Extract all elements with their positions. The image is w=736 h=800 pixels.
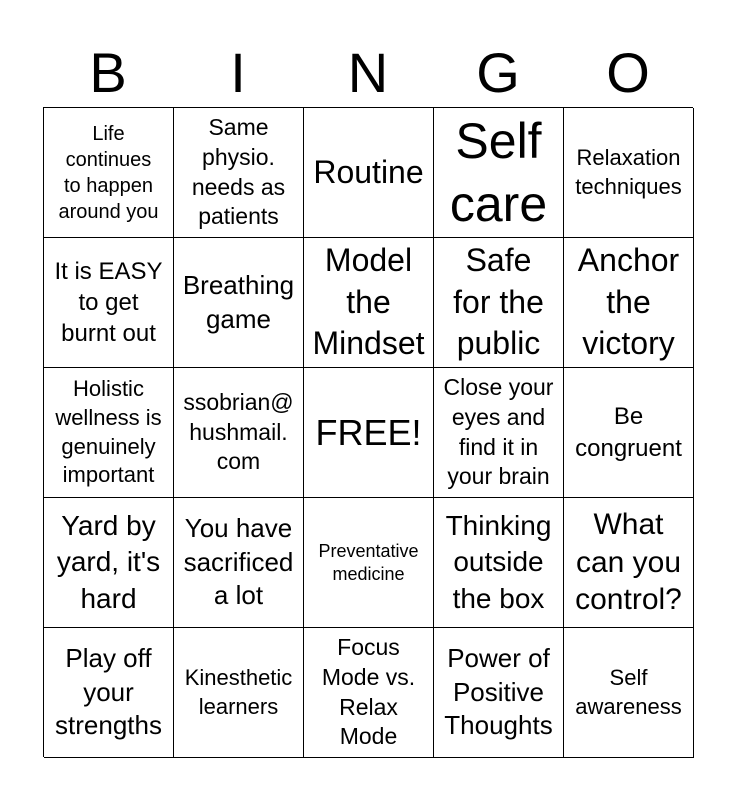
bingo-cell[interactable] [44,498,174,628]
bingo-cell[interactable] [564,628,694,758]
bingo-cell[interactable] [434,628,564,758]
bingo-cell[interactable] [174,628,304,758]
bingo-cell[interactable] [434,108,564,238]
cell-text: Relaxation techniques [575,144,682,199]
cell-text: Focus Mode vs. Relax Mode [321,633,416,750]
cell-text: Yard by yard, it's hard [56,509,161,614]
bingo-board [43,107,693,757]
bingo-cell[interactable] [174,498,304,628]
cell-text: Anchor the victory [577,242,680,362]
cell-text: Preventative medicine [318,541,419,584]
cell-text: Routine [313,153,424,190]
bingo-cell[interactable] [434,498,564,628]
cell-text: What can you control? [575,508,682,617]
bingo-cell[interactable] [174,238,304,368]
bingo-cell[interactable] [434,368,564,498]
cell-text: Self awareness [575,664,682,719]
free-space-text: FREE! [315,412,422,453]
cell-text: Thinking outside the box [445,509,552,614]
bingo-cell[interactable] [304,108,434,238]
bingo-header [43,38,693,108]
bingo-cell-free[interactable] [304,368,434,498]
bingo-cell[interactable] [304,628,434,758]
bingo-cell[interactable] [564,108,694,238]
bingo-cell[interactable] [564,238,694,368]
bingo-cell[interactable] [304,498,434,628]
header-letter-n: N [347,41,389,104]
cell-text: You have sacrificed a lot [183,512,294,611]
bingo-cell[interactable] [434,238,564,368]
bingo-cell[interactable] [44,238,174,368]
cell-text: Holistic wellness is genuinely important [55,376,162,488]
cell-text: Power of Positive Thoughts [444,642,553,741]
header-letter-g: G [476,41,520,104]
cell-text: Life continues to happen around you [58,122,159,223]
cell-text: Self care [449,113,548,232]
cell-text: Same physio. needs as patients [191,113,286,230]
cell-text: Breathing game [182,269,295,334]
bingo-cell[interactable] [564,498,694,628]
bingo-cell[interactable] [564,368,694,498]
bingo-cell[interactable] [174,108,304,238]
bingo-cell[interactable] [44,368,174,498]
header-letter-b: B [89,41,127,104]
cell-text: Model the Mindset [312,242,425,362]
header-letter-o: O [606,41,650,104]
cell-text: Be congruent [575,403,682,462]
cell-text: Safe for the public [453,242,544,362]
bingo-cell[interactable] [174,368,304,498]
header-letter-i: I [230,41,246,104]
cell-text: ssobrian@ hushmail. com [183,388,294,475]
bingo-cell[interactable] [304,238,434,368]
cell-text: It is EASY to get burnt out [54,257,163,348]
cell-text: Play off your strengths [55,642,162,741]
bingo-cell[interactable] [44,628,174,758]
bingo-cell[interactable] [44,108,174,238]
cell-text: Kinesthetic learners [184,664,293,719]
cell-text: Close your eyes and find it in your brain [443,373,554,490]
